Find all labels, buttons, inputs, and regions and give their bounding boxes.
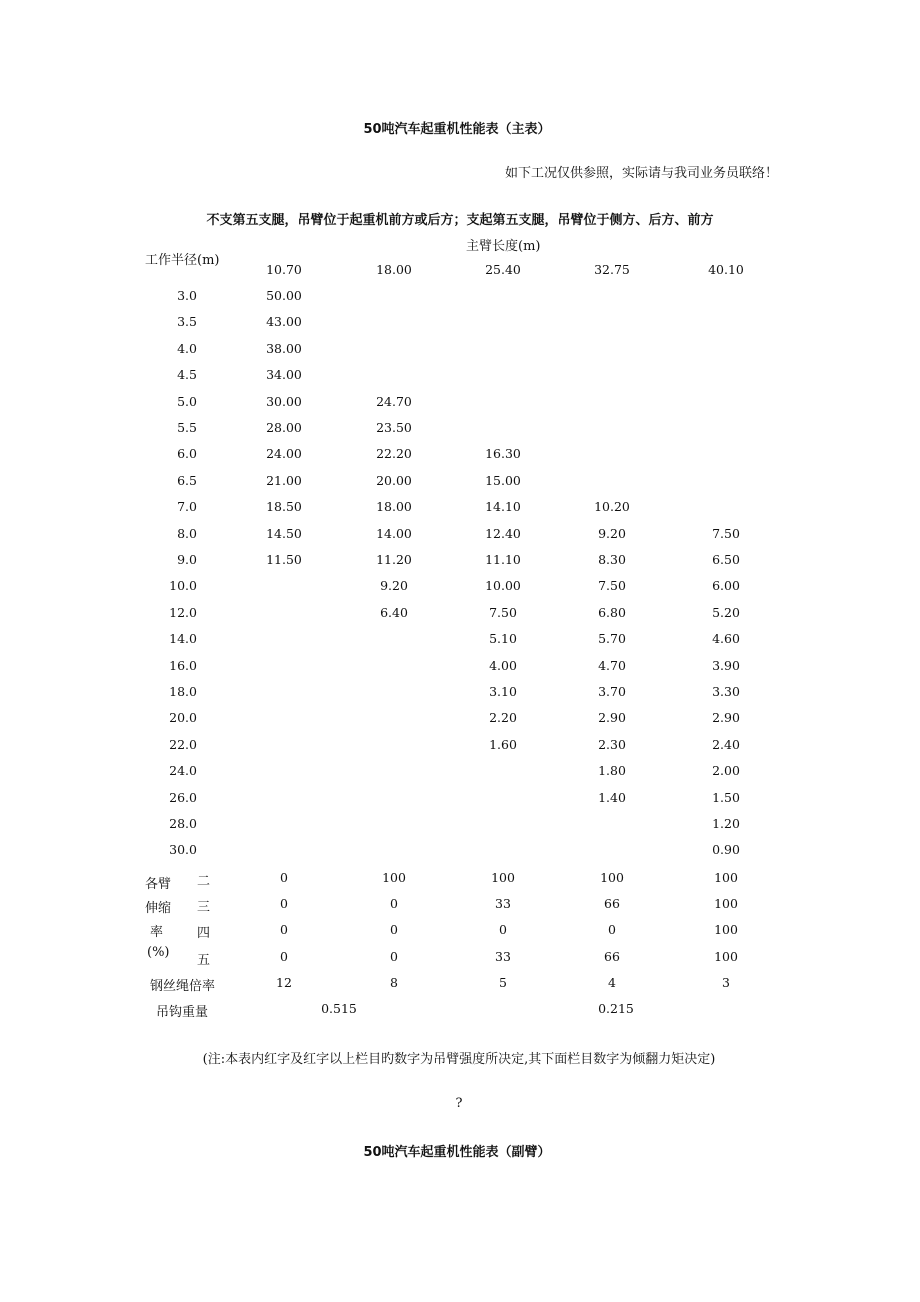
capacity-cell: 1.60: [489, 736, 517, 752]
capacity-cell: 22.20: [376, 446, 412, 462]
footnote: (注:本表内红字及红字以上栏目旳数字为吊臂强度所决定,其下面栏目数字为倾翻力矩决定): [202, 1052, 716, 1067]
working-radius-value: 4.5: [177, 367, 197, 383]
boom-length-value: 25.40: [485, 262, 521, 277]
extension-rate-cell: 0: [280, 948, 288, 964]
capacity-cell: 3.70: [598, 684, 626, 699]
capacity-cell: 15.00: [485, 472, 521, 488]
boom-section-label: 五: [197, 952, 211, 968]
rope-ratio-cell: 5: [499, 975, 507, 990]
working-radius-value: 16.0: [169, 657, 197, 673]
boom-section-label: 四: [197, 926, 211, 942]
working-radius-value: 24.0: [169, 763, 197, 779]
capacity-cell: 10.00: [485, 578, 521, 594]
capacity-cell: 34.00: [266, 367, 302, 383]
rope-ratio-cell: 3: [722, 975, 730, 990]
boom-length-value: 40.10: [708, 262, 744, 277]
capacity-cell: 3.10: [489, 684, 517, 699]
capacity-cell: 10.20: [594, 499, 630, 515]
working-radius-value: 4.0: [177, 340, 197, 356]
rope-ratio-cell: 4: [608, 975, 616, 990]
working-radius-value: 6.5: [177, 472, 197, 488]
working-radius-value: 26.0: [169, 789, 197, 805]
capacity-cell: 43.00: [266, 314, 302, 330]
capacity-cell: 4.60: [712, 631, 740, 647]
boom-section-label: 三: [197, 900, 211, 916]
extension-rate-cell: 33: [495, 948, 511, 964]
capacity-cell: 5.10: [489, 631, 517, 647]
extension-rate-cell: 0: [280, 896, 288, 912]
extension-rate-cell: 0: [499, 922, 507, 938]
capacity-cell: 8.30: [598, 552, 626, 567]
capacity-cell: 12.40: [485, 525, 521, 541]
working-radius-value: 12.0: [169, 604, 197, 620]
capacity-cell: 24.00: [266, 446, 302, 462]
capacity-cell: 20.00: [376, 472, 412, 488]
capacity-cell: 2.40: [712, 736, 740, 752]
capacity-cell: 2.20: [489, 710, 517, 726]
working-radius-value: 7.0: [177, 499, 197, 515]
working-radius-value: 20.0: [169, 710, 197, 726]
extension-rate-cell: 100: [491, 870, 515, 885]
capacity-cell: 9.20: [380, 578, 408, 594]
working-radius-value: 3.5: [177, 314, 197, 330]
operating-condition-text: 不支第五支腿，吊臂位于起重机前方或后方；支起第五支腿，吊臂位于侧方、后方、前方: [206, 213, 714, 228]
working-radius-header: 工作半径(m): [145, 253, 220, 268]
boom-length-value: 32.75: [594, 262, 630, 277]
extension-rate-cell: 0: [280, 922, 288, 938]
placeholder-mark: ?: [455, 1096, 463, 1111]
capacity-cell: 11.10: [485, 552, 521, 567]
extension-rate-label: 伸缩: [145, 901, 172, 916]
extension-rate-cell: 0: [280, 870, 288, 885]
capacity-cell: 7.50: [489, 604, 517, 620]
capacity-cell: 6.50: [712, 552, 740, 567]
capacity-cell: 24.70: [376, 393, 412, 409]
working-radius-value: 5.0: [177, 393, 197, 409]
capacity-cell: 9.20: [598, 525, 626, 541]
working-radius-value: 18.0: [169, 684, 197, 699]
capacity-cell: 3.30: [712, 684, 740, 699]
working-radius-value: 22.0: [169, 736, 197, 752]
capacity-cell: 3.90: [712, 657, 740, 673]
working-radius-value: 30.0: [169, 842, 197, 858]
capacity-cell: 2.90: [598, 710, 626, 726]
working-radius-value: 9.0: [177, 552, 197, 567]
boom-length-header: 主臂长度(m): [466, 239, 541, 254]
extension-rate-label: (%): [147, 945, 170, 960]
capacity-cell: 11.50: [266, 552, 302, 567]
extension-rate-cell: 100: [600, 870, 624, 885]
extension-rate-cell: 100: [382, 870, 406, 885]
extension-rate-cell: 100: [714, 870, 738, 885]
working-radius-value: 6.0: [177, 446, 197, 462]
capacity-cell: 6.40: [380, 604, 408, 620]
working-radius-value: 3.0: [177, 288, 197, 303]
extension-rate-cell: 33: [495, 896, 511, 912]
extension-rate-label: 各臂: [145, 877, 172, 892]
capacity-cell: 0.90: [712, 842, 740, 858]
boom-section-label: 二: [197, 874, 211, 889]
working-radius-value: 10.0: [169, 578, 197, 594]
hook-weight-label: 吊钩重量: [156, 1005, 209, 1020]
capacity-cell: 1.20: [712, 816, 740, 831]
extension-rate-label: 率: [150, 925, 164, 940]
capacity-cell: 1.40: [598, 789, 626, 805]
working-radius-value: 8.0: [177, 525, 197, 541]
extension-rate-cell: 100: [714, 896, 738, 912]
capacity-cell: 2.30: [598, 736, 626, 752]
capacity-cell: 16.30: [485, 446, 521, 462]
boom-length-value: 18.00: [376, 262, 412, 277]
capacity-cell: 4.70: [598, 657, 626, 673]
extension-rate-cell: 66: [604, 948, 620, 964]
extension-rate-cell: 66: [604, 896, 620, 912]
capacity-cell: 18.50: [266, 499, 302, 515]
rope-ratio-label: 钢丝绳倍率: [150, 979, 216, 994]
capacity-cell: 28.00: [266, 420, 302, 435]
capacity-cell: 6.80: [598, 604, 626, 620]
extension-rate-cell: 0: [608, 922, 616, 938]
disclaimer-text: 如下工况仅供参照，实际请与我司业务员联络！: [504, 166, 778, 181]
extension-rate-cell: 0: [390, 922, 398, 938]
capacity-cell: 23.50: [376, 420, 412, 435]
capacity-cell: 2.00: [712, 763, 740, 779]
sub-table-title: 50吨汽车起重机性能表（副臂）: [363, 1145, 551, 1160]
hook-weight-value: 0.215: [598, 1001, 634, 1016]
capacity-cell: 38.00: [266, 340, 302, 356]
capacity-cell: 7.50: [598, 578, 626, 594]
extension-rate-cell: 100: [714, 948, 738, 964]
capacity-cell: 4.00: [489, 657, 517, 673]
capacity-cell: 2.90: [712, 710, 740, 726]
capacity-cell: 7.50: [712, 525, 740, 541]
hook-weight-value: 0.515: [321, 1001, 357, 1016]
capacity-cell: 11.20: [376, 552, 412, 567]
capacity-cell: 5.70: [598, 631, 626, 647]
extension-rate-cell: 0: [390, 896, 398, 912]
working-radius-value: 14.0: [169, 631, 197, 647]
main-table-title: 50吨汽车起重机性能表（主表）: [363, 122, 551, 137]
capacity-cell: 5.20: [712, 604, 740, 620]
capacity-cell: 1.50: [712, 789, 740, 805]
capacity-cell: 1.80: [598, 763, 626, 779]
capacity-cell: 14.50: [266, 525, 302, 541]
rope-ratio-cell: 8: [390, 975, 398, 990]
boom-length-value: 10.70: [266, 262, 302, 277]
capacity-cell: 6.00: [712, 578, 740, 594]
extension-rate-cell: 100: [714, 922, 738, 938]
working-radius-value: 5.5: [177, 420, 197, 435]
rope-ratio-cell: 12: [276, 975, 292, 990]
capacity-cell: 14.00: [376, 525, 412, 541]
working-radius-value: 28.0: [169, 816, 197, 831]
capacity-cell: 18.00: [376, 499, 412, 515]
capacity-cell: 14.10: [485, 499, 521, 515]
capacity-cell: 30.00: [266, 393, 302, 409]
extension-rate-cell: 0: [390, 948, 398, 964]
capacity-cell: 50.00: [266, 288, 302, 303]
capacity-cell: 21.00: [266, 472, 302, 488]
